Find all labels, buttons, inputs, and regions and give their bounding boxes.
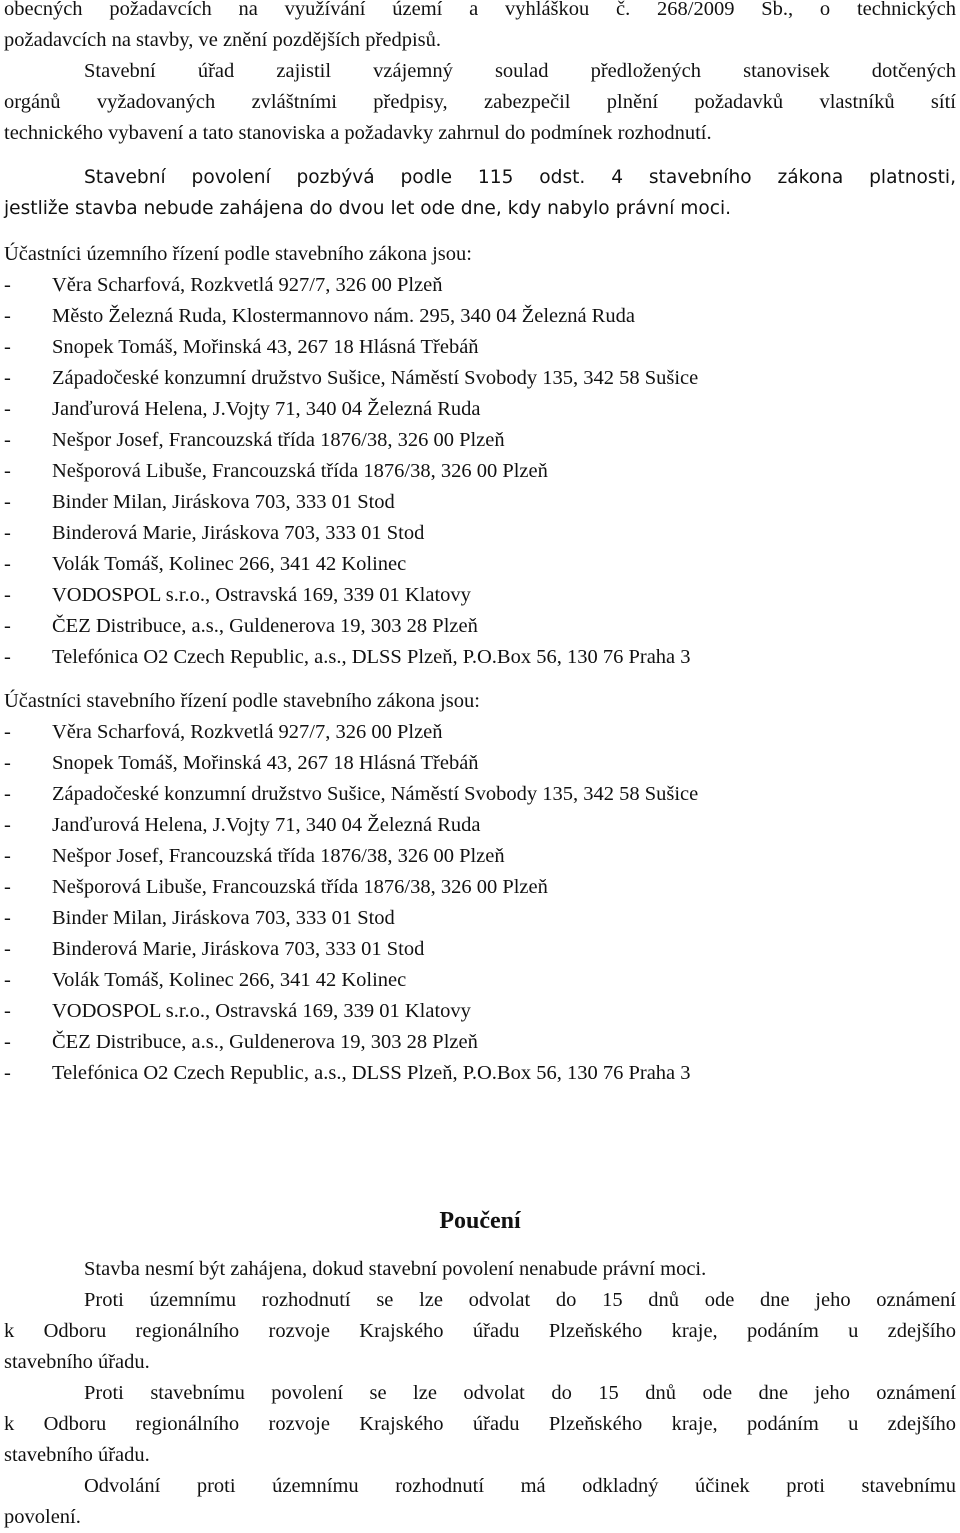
list-dash: - <box>4 615 11 637</box>
participant-name-address: Telefónica O2 Czech Republic, a.s., DLSS Plzeň, P.O.Box 56, 130 76 Praha 3 <box>52 646 691 668</box>
list-dash: - <box>4 969 11 991</box>
participant-name-address: VODOSPOL s.r.o., Ostravská 169, 339 01 Klatovy <box>52 1000 471 1022</box>
participant-name-address: VODOSPOL s.r.o., Ostravská 169, 339 01 Klatovy <box>52 584 471 606</box>
participant-name-address: Binder Milan, Jiráskova 703, 333 01 Stod <box>52 491 395 513</box>
participant-list-item <box>4 301 635 332</box>
participant-list-item <box>4 934 424 965</box>
participant-list-item <box>4 456 548 487</box>
pouceni-paragraph-2-line-2: k Odboru regionálního rozvoje Krajského úřadu Plzeňského kraje, podáním u zdejšího <box>4 1320 956 1342</box>
participant-list-item <box>4 1027 478 1058</box>
participant-name-address: Věra Scharfová, Rozkvetlá 927/7, 326 00 Plzeň <box>52 274 443 296</box>
paragraph-soulad-line-3: technického vybavení a tato stanoviska a požadavky zahrnul do podmínek rozhodnutí. <box>4 122 712 144</box>
list-dash: - <box>4 367 11 389</box>
intro-line-2: požadavcích na stavby, ve znění pozdějších předpisů. <box>4 29 441 51</box>
list-dash: - <box>4 876 11 898</box>
participant-list-item <box>4 549 406 580</box>
participant-name-address: Janďurová Helena, J.Vojty 71, 340 04 Železná Ruda <box>52 814 481 836</box>
participant-name-address: ČEZ Distribuce, a.s., Guldenerova 19, 303 28 Plzeň <box>52 615 478 637</box>
participant-name-address: Nešporová Libuše, Francouzská třída 1876/38, 326 00 Plzeň <box>52 460 548 482</box>
participant-list-item <box>4 425 505 456</box>
participant-list-item <box>4 841 505 872</box>
participant-name-address: Západočeské konzumní družstvo Sušice, Náměstí Svobody 135, 342 58 Sušice <box>52 367 699 389</box>
pouceni-paragraph-4-line-1: Odvolání proti územnímu rozhodnutí má odkladný účinek proti stavebnímu <box>84 1475 956 1497</box>
participant-list-item <box>4 580 471 611</box>
pouceni-heading: Poučení <box>439 1208 521 1234</box>
intro-line-1: obecných požadavcích na využívání území a vyhláškou č. 268/2009 Sb., o technických <box>4 0 956 20</box>
list-dash: - <box>4 460 11 482</box>
list-dash: - <box>4 398 11 420</box>
participant-name-address: Volák Tomáš, Kolinec 266, 341 42 Kolinec <box>52 553 407 575</box>
list-dash: - <box>4 646 11 668</box>
participant-name-address: Janďurová Helena, J.Vojty 71, 340 04 Železná Ruda <box>52 398 481 420</box>
participant-list-item <box>4 487 395 518</box>
list-dash: - <box>4 274 11 296</box>
pouceni-paragraph-2-line-3: stavebního úřadu. <box>4 1351 150 1373</box>
list-dash: - <box>4 938 11 960</box>
list-dash: - <box>4 721 11 743</box>
participant-list-item <box>4 872 548 903</box>
participant-list-item <box>4 270 443 301</box>
list-dash: - <box>4 814 11 836</box>
participant-name-address: Nešpor Josef, Francouzská třída 1876/38, 326 00 Plzeň <box>52 429 505 451</box>
participant-name-address: Nešpor Josef, Francouzská třída 1876/38, 326 00 Plzeň <box>52 845 505 867</box>
participant-list-item <box>4 717 443 748</box>
stavebni-rizeni-title: Účastníci stavebního řízení podle stavebního zákona jsou: <box>4 690 480 712</box>
list-dash: - <box>4 1000 11 1022</box>
participant-list-item <box>4 642 691 673</box>
participant-list-item <box>4 903 395 934</box>
pouceni-paragraph-4-line-2: povolení. <box>4 1506 81 1528</box>
participant-name-address: Telefónica O2 Czech Republic, a.s., DLSS Plzeň, P.O.Box 56, 130 76 Praha 3 <box>52 1062 691 1084</box>
participant-list-item <box>4 779 698 810</box>
list-dash: - <box>4 783 11 805</box>
pouceni-paragraph-2-line-1: Proti územnímu rozhodnutí se lze odvolat do 15 dnů ode dne jeho oznámení <box>84 1289 956 1311</box>
participant-list-item <box>4 363 698 394</box>
list-dash: - <box>4 336 11 358</box>
participant-name-address: Binderová Marie, Jiráskova 703, 333 01 Stod <box>52 938 425 960</box>
participant-list-item <box>4 394 480 425</box>
participant-name-address: Snopek Tomáš, Mořinská 43, 267 18 Hlásná Třebáň <box>52 752 479 774</box>
list-dash: - <box>4 845 11 867</box>
participant-name-address: Západočeské konzumní družstvo Sušice, Náměstí Svobody 135, 342 58 Sušice <box>52 783 699 805</box>
participant-list-item <box>4 965 406 996</box>
pouceni-paragraph-1: Stavba nesmí být zahájena, dokud stavební povolení nenabude právní moci. <box>84 1258 707 1280</box>
paragraph-platnost-line-2: jestliže stavba nebude zahájena do dvou let ode dne, kdy nabylo právní moci. <box>4 198 732 219</box>
paragraph-platnost-line-1: Stavební povolení pozbývá podle 115 odst. 4 stavebního zákona platnosti, <box>84 167 956 188</box>
participant-list-item <box>4 611 478 642</box>
list-dash: - <box>4 429 11 451</box>
participant-list-item <box>4 810 480 841</box>
paragraph-soulad-line-1: Stavební úřad zajistil vzájemný soulad předložených stanovisek dotčených <box>84 60 956 82</box>
pouceni-paragraph-3-line-1: Proti stavebnímu povolení se lze odvolat do 15 dnů ode dne jeho oznámení <box>84 1382 956 1404</box>
participant-name-address: Snopek Tomáš, Mořinská 43, 267 18 Hlásná Třebáň <box>52 336 479 358</box>
paragraph-soulad-line-2: orgánů vyžadovaných zvláštními předpisy, zabezpečil plnění požadavků vlastníků sítí <box>4 91 956 113</box>
participant-name-address: Město Železná Ruda, Klostermannovo nám. 295, 340 04 Železná Ruda <box>52 305 635 327</box>
participant-name-address: Volák Tomáš, Kolinec 266, 341 42 Kolinec <box>52 969 407 991</box>
participant-name-address: ČEZ Distribuce, a.s., Guldenerova 19, 303 28 Plzeň <box>52 1031 478 1053</box>
pouceni-paragraph-3-line-2: k Odboru regionálního rozvoje Krajského úřadu Plzeňského kraje, podáním u zdejšího <box>4 1413 956 1435</box>
participant-list-item <box>4 518 424 549</box>
participant-name-address: Binderová Marie, Jiráskova 703, 333 01 Stod <box>52 522 425 544</box>
list-dash: - <box>4 584 11 606</box>
list-dash: - <box>4 553 11 575</box>
list-dash: - <box>4 305 11 327</box>
participant-name-address: Binder Milan, Jiráskova 703, 333 01 Stod <box>52 907 395 929</box>
list-dash: - <box>4 907 11 929</box>
participant-name-address: Věra Scharfová, Rozkvetlá 927/7, 326 00 Plzeň <box>52 721 443 743</box>
list-dash: - <box>4 1062 11 1084</box>
participant-list-item <box>4 332 479 363</box>
participant-list-item <box>4 748 479 779</box>
pouceni-paragraph-3-line-3: stavebního úřadu. <box>4 1444 150 1466</box>
list-dash: - <box>4 752 11 774</box>
participant-name-address: Nešporová Libuše, Francouzská třída 1876/38, 326 00 Plzeň <box>52 876 548 898</box>
list-dash: - <box>4 1031 11 1053</box>
participant-list-item <box>4 1058 691 1089</box>
uzemni-rizeni-title: Účastníci územního řízení podle stavebního zákona jsou: <box>4 243 472 265</box>
participant-list-item <box>4 996 471 1027</box>
list-dash: - <box>4 522 11 544</box>
list-dash: - <box>4 491 11 513</box>
